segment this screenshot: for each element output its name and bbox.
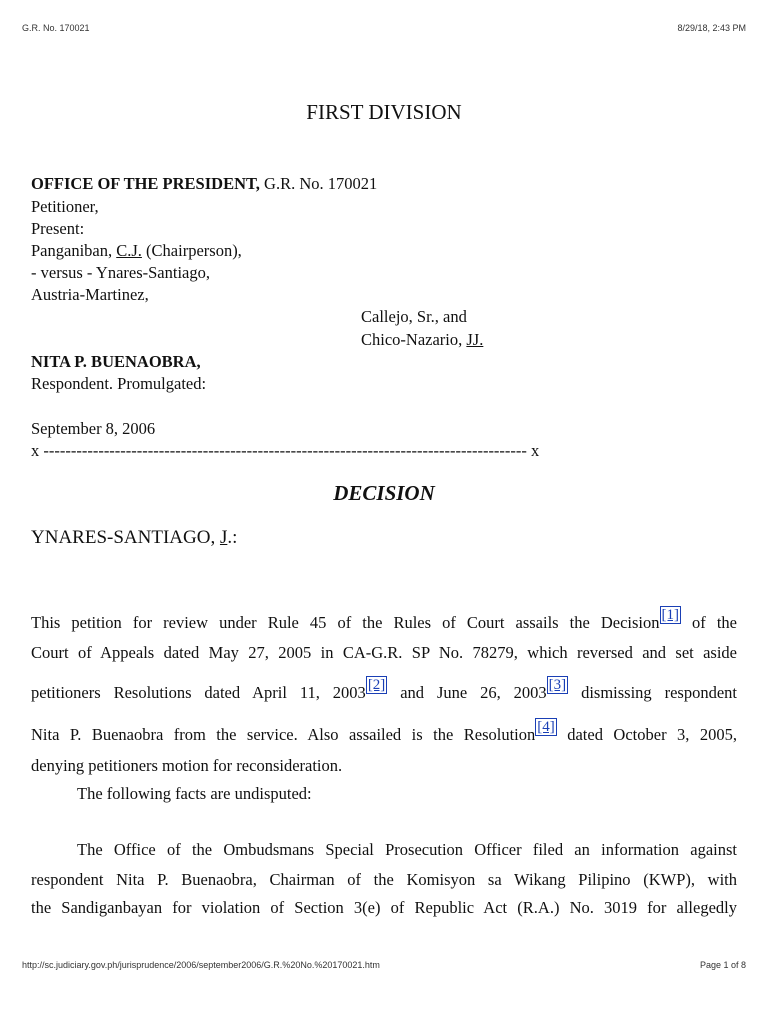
petitioner-label: Petitioner,	[31, 197, 99, 216]
ponente-suffix: .:	[227, 527, 238, 548]
decision-heading: DECISION	[333, 481, 435, 505]
p3-line-1: The Office of the Ombudsmans Special Prosecution Officer filed an information against	[77, 840, 737, 859]
ponente-line	[31, 527, 237, 549]
p1-line-5: denying petitioners motion for reconsideration.	[31, 756, 343, 775]
member-chico-nazario	[361, 329, 483, 351]
p1-text-b: of the	[681, 613, 737, 632]
p1-line-1	[31, 607, 737, 633]
versus-line: - versus - Ynares-Santiago,	[31, 263, 211, 282]
division-heading: FIRST DIVISION	[306, 100, 462, 124]
p1-l4-text-a: Nita P. Buenaobra from the service. Also assailed is the Resolution	[31, 725, 536, 744]
ponente-name: YNARES-SANTIAGO,	[31, 527, 220, 548]
page-header-timestamp: 8/29/18, 2:43 PM	[677, 23, 746, 33]
page-footer-url: http://sc.judiciary.gov.ph/jurisprudence/2006/september2006/G.R.%20No.%20170021.htm	[22, 960, 380, 970]
case-number: G.R. No. 170021	[264, 174, 378, 193]
present-label: Present:	[31, 219, 85, 238]
chair-role: (Chairperson),	[141, 241, 242, 260]
chair-name: Panganiban,	[31, 241, 117, 260]
promulgation-date: September 8, 2006	[31, 419, 156, 438]
p1-line-2: Court of Appeals dated May 27, 2005 in CA-G.R. SP No. 78279, which reversed and set aside	[31, 643, 737, 662]
caption-petitioner-line	[31, 173, 377, 195]
member-austria-martinez: Austria-Martinez,	[31, 285, 149, 304]
p3-line-2: respondent Nita P. Buenaobra, Chairman of the Komisyon sa Wikang Pilipino (KWP), with	[31, 870, 737, 889]
p3-line-3: the Sandiganbayan for violation of Section 3(e) of Republic Act (R.A.) No. 3019 for allegedly	[31, 898, 737, 917]
p1-l3-text-a: petitioners Resolutions dated April 11, 2003	[31, 683, 366, 702]
petitioner-name: OFFICE OF THE PRESIDENT,	[31, 174, 260, 193]
p1-line-3	[31, 677, 737, 703]
p1-l3-text-b: and June 26, 2003	[387, 683, 547, 702]
p1-line-4	[31, 719, 738, 745]
p1-text-a: This petition for review under Rule 45 of the Rules of Court assails the Decision	[31, 613, 660, 632]
p1-l4-text-b: dated October 3, 2005,	[556, 725, 738, 744]
respondent-name: NITA P. BUENAOBRA,	[31, 352, 201, 371]
facts-intro: The following facts are undisputed:	[77, 784, 312, 803]
page-header-title: G.R. No. 170021	[22, 23, 90, 33]
chair-title: C.J.	[116, 241, 142, 260]
member-5-name: Chico-Nazario,	[361, 330, 467, 349]
p1-l3-text-c: dismissing respondent	[568, 683, 737, 702]
respondent-label: Respondent. Promulgated:	[31, 374, 207, 393]
ponente-title: J	[219, 527, 228, 548]
footnote-1-link[interactable]: [1]	[661, 607, 679, 623]
footnote-4-link[interactable]: [4]	[537, 719, 555, 735]
chairperson-line	[31, 240, 242, 262]
footnote-2-link[interactable]: [2]	[367, 677, 386, 693]
footnote-3-link[interactable]: [3]	[548, 677, 567, 693]
member-5-title: JJ.	[466, 330, 484, 349]
page-footer-page-number: Page 1 of 8	[699, 960, 746, 970]
separator-line: x ---------------------------------------------------------------------------------------- x	[31, 441, 540, 460]
member-callejo: Callejo, Sr., and	[361, 307, 467, 326]
